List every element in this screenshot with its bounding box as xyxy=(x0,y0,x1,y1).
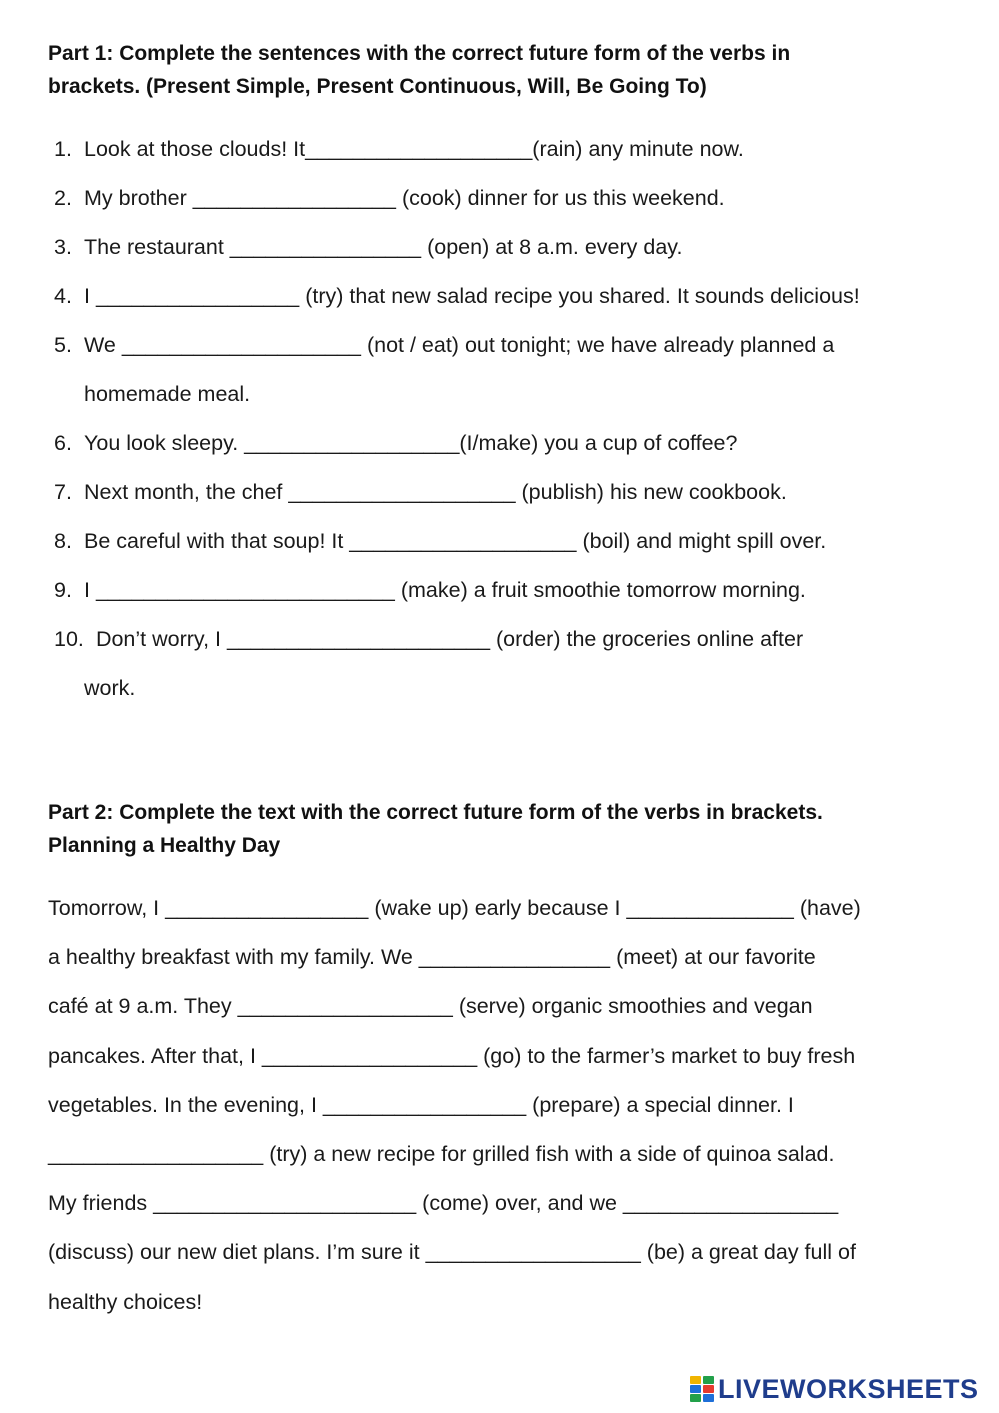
list-item xyxy=(0,272,999,321)
text-line[interactable]: __________________ (try) a new recipe for grilled fish with a side of quinoa salad. xyxy=(48,1142,835,1167)
item-text-continued: homemade meal. xyxy=(84,382,251,406)
item-text[interactable]: Look at those clouds! It___________________(rain) any minute now. xyxy=(84,137,744,161)
item-text[interactable]: I _________________ (try) that new salad recipe you shared. It sounds delicious! xyxy=(84,284,860,308)
item-number: 6. xyxy=(54,431,72,455)
item-number: 2. xyxy=(54,186,72,210)
text-line[interactable]: pancakes. After that, I __________________ (go) to the farmer’s market to buy fresh xyxy=(48,1043,856,1068)
list-item xyxy=(0,419,999,468)
list-item xyxy=(0,566,999,615)
item-number: 5. xyxy=(54,333,72,357)
item-number: 8. xyxy=(54,529,72,553)
item-number: 7. xyxy=(54,480,72,504)
list-item xyxy=(0,615,999,713)
liveworksheets-logo-icon xyxy=(690,1376,714,1402)
text-line[interactable]: (discuss) our new diet plans. I’m sure it __________________ (be) a great day full of xyxy=(48,1240,856,1265)
list-item xyxy=(0,321,999,419)
part2-heading-line1: Part 2: Complete the text with the correct future form of the verbs in brackets. xyxy=(48,801,823,824)
part1-sentence-list xyxy=(0,125,999,713)
item-text[interactable]: You look sleepy. __________________(I/make) you a cup of coffee? xyxy=(84,431,738,455)
item-text[interactable]: The restaurant ________________ (open) at 8 a.m. every day. xyxy=(84,235,683,259)
item-text[interactable]: I _________________________ (make) a fruit smoothie tomorrow morning. xyxy=(84,578,806,602)
item-number: 3. xyxy=(54,235,72,259)
part2-heading xyxy=(48,796,968,862)
part2-text xyxy=(48,884,988,1327)
list-item xyxy=(0,174,999,223)
list-item xyxy=(0,125,999,174)
text-line[interactable]: Tomorrow, I _________________ (wake up) early because I ______________ (have) xyxy=(48,896,861,920)
item-number: 9. xyxy=(54,578,72,602)
item-text[interactable]: Don’t worry, I ______________________ (order) the groceries online after xyxy=(84,627,804,651)
list-item xyxy=(0,223,999,272)
item-text[interactable]: Be careful with that soup! It ___________________ (boil) and might spill over. xyxy=(84,529,827,553)
part1-heading-line1: Part 1: Complete the sentences with the correct future form of the verbs in xyxy=(48,42,791,65)
item-text[interactable]: Next month, the chef ___________________ (publish) his new cookbook. xyxy=(84,480,787,504)
text-line[interactable]: My friends ______________________ (come) over, and we __________________ xyxy=(48,1191,839,1216)
list-item xyxy=(0,517,999,566)
logo-wordmark: LIVEWORKSHEETS xyxy=(718,1373,979,1404)
part1-heading-line2: brackets. (Present Simple, Present Continuous, Will, Be Going To) xyxy=(48,75,707,98)
item-number: 10. xyxy=(54,627,84,651)
text-line[interactable]: café at 9 a.m. They __________________ (serve) organic smoothies and vegan xyxy=(48,994,813,1019)
item-number: 4. xyxy=(54,284,72,308)
text-line[interactable]: a healthy breakfast with my family. We ________________ (meet) at our favorite xyxy=(48,945,816,970)
list-item xyxy=(0,468,999,517)
text-line: healthy choices! xyxy=(48,1289,203,1314)
part1-heading xyxy=(48,37,968,103)
text-line[interactable]: vegetables. In the evening, I _________________ (prepare) a special dinner. I xyxy=(48,1092,794,1117)
item-text-continued: work. xyxy=(84,676,136,700)
part2-heading-line2: Planning a Healthy Day xyxy=(48,834,281,857)
item-number: 1. xyxy=(54,137,72,161)
item-text[interactable]: We ____________________ (not / eat) out tonight; we have already planned a xyxy=(84,333,835,357)
item-text[interactable]: My brother _________________ (cook) dinner for us this weekend. xyxy=(84,186,725,210)
liveworksheets-logo xyxy=(690,1372,979,1406)
